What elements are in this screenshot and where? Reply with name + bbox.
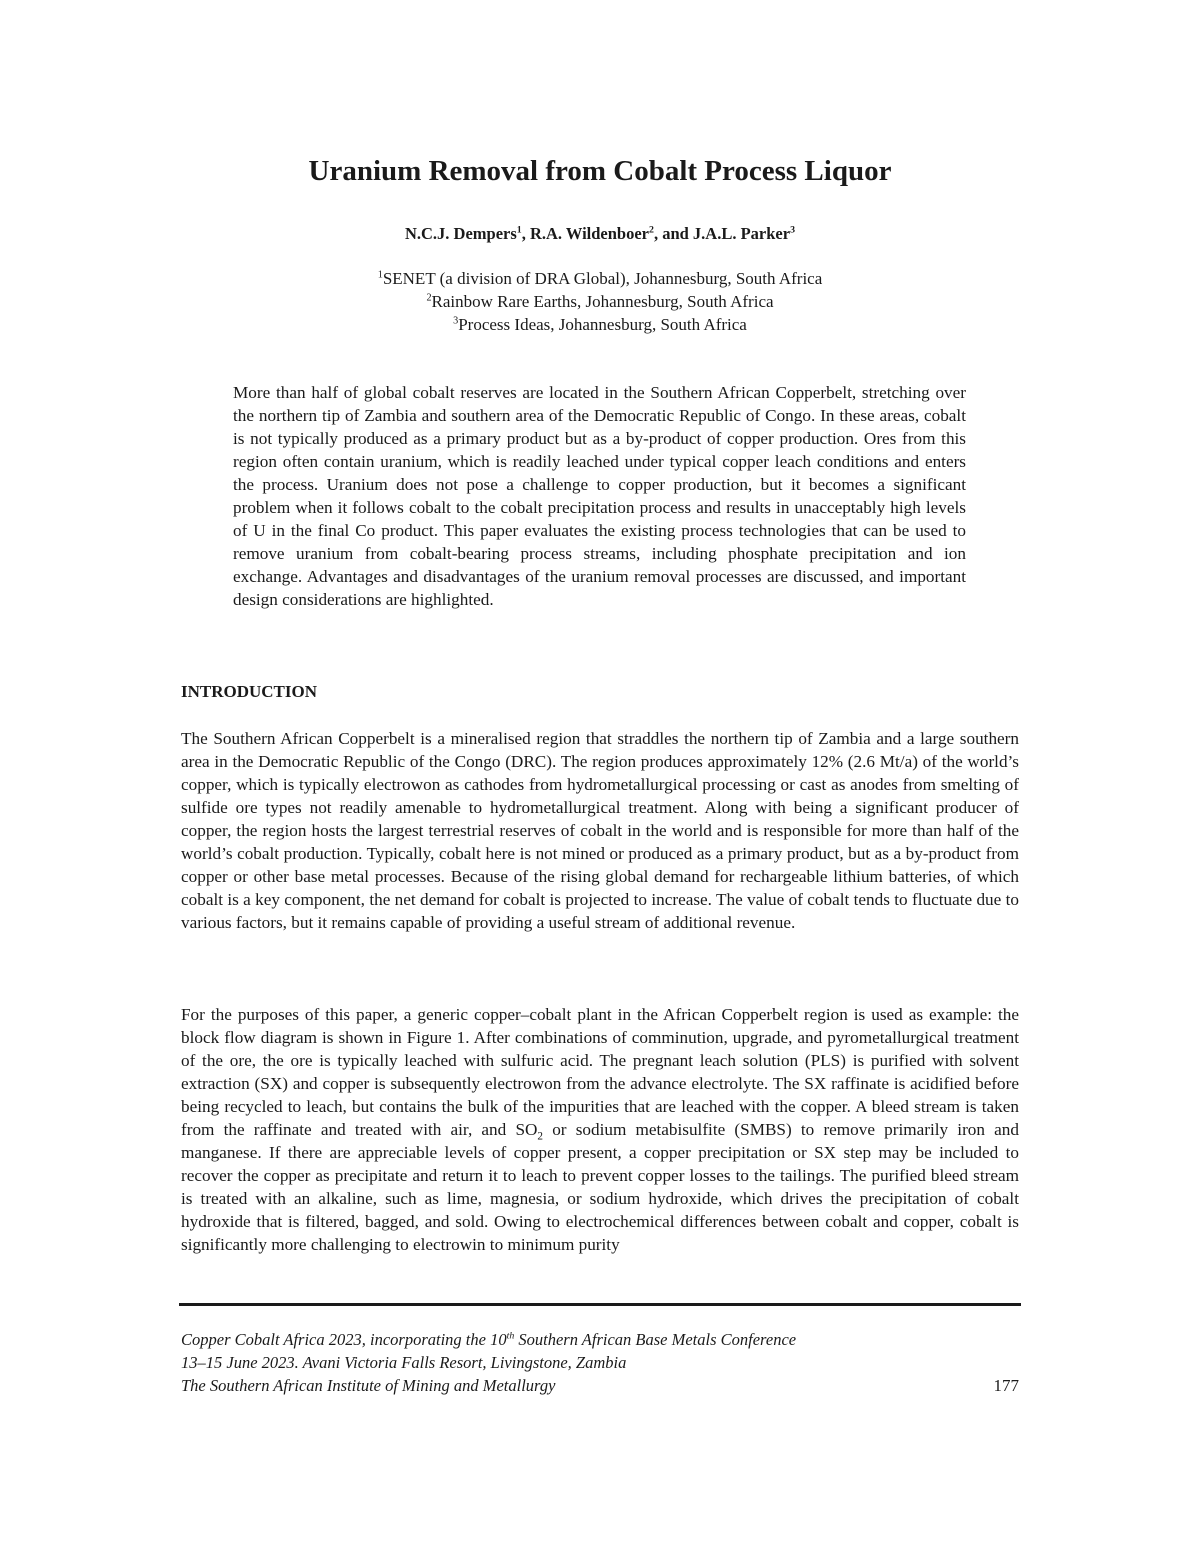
author <box>530 224 654 243</box>
footer-institute: The Southern African Institute of Mining and Metallurgy <box>181 1376 556 1395</box>
page-number: 177 <box>993 1376 1019 1395</box>
footer-dates-venue: 13–15 June 2023. Avani Victoria Falls Resort, Livingstone, Zambia <box>181 1353 627 1372</box>
affiliation-mark: 1 <box>377 269 383 281</box>
author-name: N.C.J. Dempers <box>404 224 517 243</box>
author-affiliation-mark: 3 <box>790 224 796 236</box>
author-affiliation-mark: 2 <box>649 224 654 236</box>
formula-subscript: 2 <box>537 1130 544 1143</box>
paper-title: Uranium Removal from Cobalt Process Liquor <box>308 155 892 187</box>
affiliation-text: SENET (a division of DRA Global), Johannesburg, South Africa <box>382 269 823 288</box>
affiliation-mark: 2 <box>426 292 432 304</box>
affiliation <box>0 267 1200 290</box>
author-name: J.A.L. Parker <box>692 224 791 243</box>
affiliation-list <box>0 267 1200 336</box>
author-separator: , and <box>653 224 693 243</box>
body-paragraph <box>181 1003 1019 1256</box>
author <box>693 224 795 243</box>
paragraph-text: For the purposes of this paper, a generic copper–cobalt plant in the African Copperbelt region is used as example: the block flow diagram is shown in Figure 1. After combinations of comminution, upgrade, and pyrometallurgical treatment of the ore, the ore is typically leached with sulfuric acid. The pregnant leach solution (PLS) is purified with solvent extraction (SX) and copper is subsequently electrowon from the advance electrolyte. The SX raffinate is acidified before being recycled to leach, but contains the bulk of the impurities that are leached with the copper. A bleed stream is taken from the raffinate and treated with air, and <box>181 1005 1019 1139</box>
abstract: More than half of global cobalt reserves are located in the Southern African Copperbelt, stretching over the northern tip of Zambia and southern area of the Democratic Republic of Congo. In these areas, cobalt is not typically produced as a primary product but as a by-product of copper production. Ores from this region often contain uranium, which is readily leached under typical copper leach conditions and enters the process. Uranium does not pose a challenge to copper production, but it becomes a significant problem when it follows cobalt to the cobalt precipitation process and results in unacceptably high levels of U in the final Co product. This paper evaluates the existing process technologies that can be used to remove uranium from cobalt-bearing process streams, including phosphate precipitation and ion exchange. Advantages and disadvantages of the uranium removal processes are discussed, and important design considerations are highlighted. <box>233 383 966 609</box>
affiliation <box>0 290 1200 313</box>
author-list <box>0 224 1200 244</box>
affiliation-text: Process Ideas, Johannesburg, South Africa <box>458 315 747 334</box>
formula-base: SO <box>515 1120 538 1139</box>
paragraph-text: or sodium metabisulfite (SMBS) to remove primarily iron and manganese. If there are appreciable levels of copper present, a copper precipitation or SX step may be included to recover the copper as precipitate and return it to leach to prevent copper losses to the tailings. The purified bleed stream is treated with an alkaline, such as lime, magnesia, or sodium hydroxide, which drives the precipitation of cobalt hydroxide that is filtered, bagged, and sold. Owing to electrochemical differences between cobalt and copper, cobalt is significantly more challenging to electrowin to minimum purity <box>181 1120 1019 1254</box>
affiliation-text: Rainbow Rare Earths, Johannesburg, South Africa <box>431 292 774 311</box>
author <box>405 224 522 243</box>
affiliation <box>0 313 1200 336</box>
page-footer <box>181 1328 1019 1397</box>
footer-text: Southern African Base Metals Conference <box>514 1330 797 1349</box>
author-separator: , <box>521 224 530 243</box>
chemical-formula-so2 <box>515 1120 544 1143</box>
affiliation-mark: 3 <box>453 315 459 327</box>
author-affiliation-mark: 1 <box>516 224 522 236</box>
section-heading-introduction: INTRODUCTION <box>181 682 318 701</box>
body-paragraph: The Southern African Copperbelt is a mineralised region that straddles the northern tip of Zambia and a large southern area in the Democratic Republic of the Congo (DRC). The region produces approximately 12% (2.6 Mt/a) of the world’s copper, which is typically electrowon as cathodes from hydrometallurgical processing or cast as anodes from smelting of sulfide ore types not readily amenable to hydrometallurgical treatment. Along with being a significant producer of copper, the region hosts the largest terrestrial reserves of cobalt in the world and is responsible for more than half of the world’s cobalt production. Typically, cobalt here is not mined or produced as a primary product, but as a by-product from copper or other base metal processes. Because of the rising global demand for rechargeable lithium batteries, of which cobalt is a key component, the net demand for cobalt is projected to increase. The value of cobalt tends to fluctuate due to various factors, but it remains capable of providing a useful stream of additional revenue. <box>181 729 1019 932</box>
author-name: R.A. Wildenboer <box>529 224 649 243</box>
footer-text: Copper Cobalt Africa 2023, incorporating the 10 <box>181 1330 507 1349</box>
ordinal-suffix: th <box>506 1330 515 1342</box>
footer-conference <box>181 1328 1019 1351</box>
footer-divider <box>179 1303 1021 1306</box>
